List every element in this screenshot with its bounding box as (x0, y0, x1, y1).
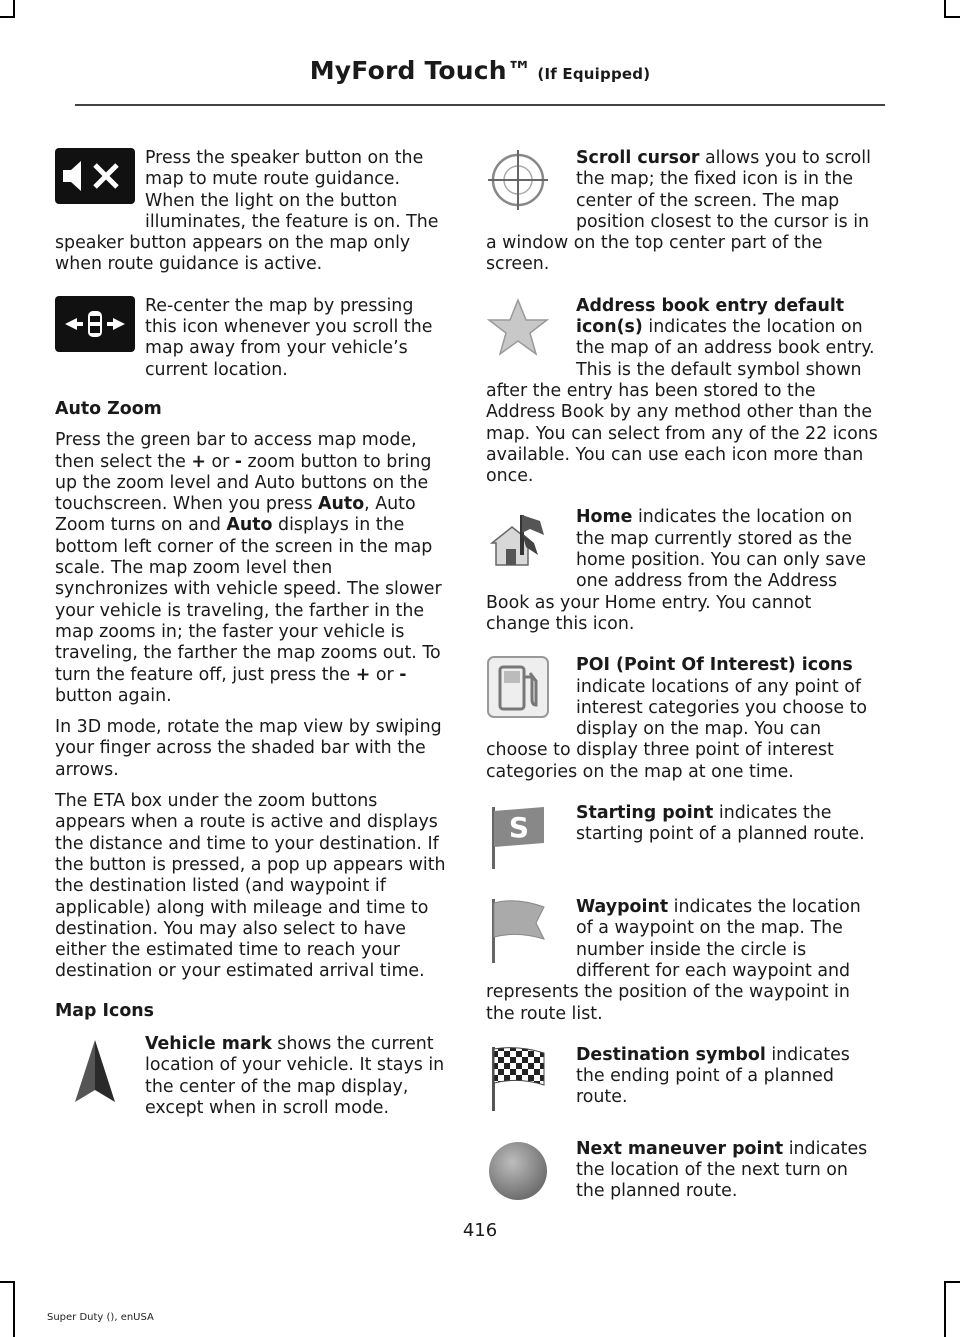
header-rule (75, 104, 885, 106)
star-icon (486, 296, 566, 356)
starting-point-item (486, 803, 880, 877)
crop-mark (0, 1281, 15, 1283)
crop-mark (13, 1281, 15, 1337)
auto-zoom-paragraph: Press the green bar to access map mode, then select the + or - zoom button to bring up the zoom level and Auto buttons on the touchscreen. When you press Auto, Auto Zoom turns on and Auto displays in the bottom left corner of the screen in the map scale. The map zoom level then synchronizes with vehicle speed. The slower your vehicle is traveling, the farther in the map zooms in; the faster your vehicle is traveling, the farther the map zooms out. To turn the feature off, just press the + or - button again. (55, 430, 442, 706)
left-column (55, 148, 447, 1119)
page-header (0, 56, 960, 85)
next-maneuver-item (486, 1139, 880, 1209)
recenter-text: Re-center the map by pressing this icon whenever you scroll the map away from your vehicle’s current location. (145, 295, 433, 380)
auto-zoom-heading: Auto Zoom (55, 398, 162, 419)
waypoint-item (486, 897, 880, 1025)
home-item (486, 507, 880, 635)
recenter-item (55, 296, 447, 381)
scroll-cursor-text: Scroll cursor allows you to scroll the map; the fixed icon is in the center of the screen. The map position closest to the cursor is in a window on the top center part of the screen. (486, 148, 871, 275)
starting-point-text: Starting point indicates the starting point of a planned route. (576, 803, 865, 845)
waypoint-flag-icon (486, 897, 566, 965)
home-text: Home indicates the location on the map currently stored as the home position. You can only save one address from the Address Book as your Home entry. You cannot change this icon. (486, 507, 867, 634)
destination-item (486, 1045, 880, 1119)
waypoint-text: Waypoint indicates the location of a waypoint on the map. The number inside the circle is different for each waypoint and represents the position of the waypoint in the route list. (486, 897, 861, 1024)
checkered-flag-icon (486, 1045, 566, 1113)
map-icons-heading: Map Icons (55, 1000, 155, 1021)
header-subtitle: (If Equipped) (532, 65, 651, 83)
address-book-item (486, 296, 880, 488)
crop-mark (944, 16, 960, 18)
recenter-icon (55, 296, 135, 356)
vehicle-mark-icon (55, 1034, 135, 1112)
address-book-text: Address book entry default icon(s) indicates the location on the map of an address book entry. This is the default symbol shown after the entry has been stored to the Address Book by any method other than the map. You can select from any of the 22 icons available. You can use each icon more than once. (486, 295, 878, 487)
crop-mark (944, 1281, 960, 1283)
destination-text: Destination symbol indicates the ending point of a planned route. (576, 1044, 850, 1108)
poi-item (486, 655, 880, 783)
page-number: 416 (462, 1220, 498, 1241)
vehicle-mark-item (55, 1034, 447, 1119)
home-icon (486, 507, 566, 567)
vehicle-mark-text: Vehicle mark shows the current location of your vehicle. It stays in the center of the map display, except when in scroll mode. (145, 1033, 445, 1118)
header-title: MyFord Touch™ (309, 56, 532, 85)
mute-speaker-icon (55, 148, 135, 208)
fuel-pump-icon (486, 655, 566, 715)
footer-text: Super Duty (), enUSA (47, 1312, 154, 1323)
crop-mark (0, 16, 15, 18)
crosshair-icon (486, 148, 566, 208)
next-maneuver-text: Next maneuver point indicates the location of the next turn on the planned route. (576, 1138, 868, 1202)
starting-flag-icon (486, 803, 566, 871)
eta-paragraph: The ETA box under the zoom buttons appears when a route is active and displays the distance and time to your destination. If the button is pressed, a pop up appears with the destination listed (and waypoint if applicable) along with mileage and time to destination. You may also select to have either the estimated time to reach your destination or your estimated arrival time. (55, 791, 446, 982)
3d-mode-paragraph: In 3D mode, rotate the map view by swiping your finger across the shaded bar with the arrows. (55, 717, 442, 780)
crop-mark (944, 1281, 946, 1337)
scroll-cursor-item (486, 148, 880, 276)
speaker-item (55, 148, 447, 276)
poi-text: POI (Point Of Interest) icons indicate locations of any point of interest categories you choose to display on the map. You can choose to display three point of interest categories on the map at one time. (486, 655, 868, 782)
speaker-text: Press the speaker button on the map to mute route guidance. When the light on the button illuminates, the feature is on. The speaker button appears on the map only when route guidance is active. (55, 148, 439, 275)
start-icon-letter: S (508, 811, 530, 845)
right-column (486, 148, 880, 1209)
maneuver-point-icon (486, 1139, 566, 1203)
